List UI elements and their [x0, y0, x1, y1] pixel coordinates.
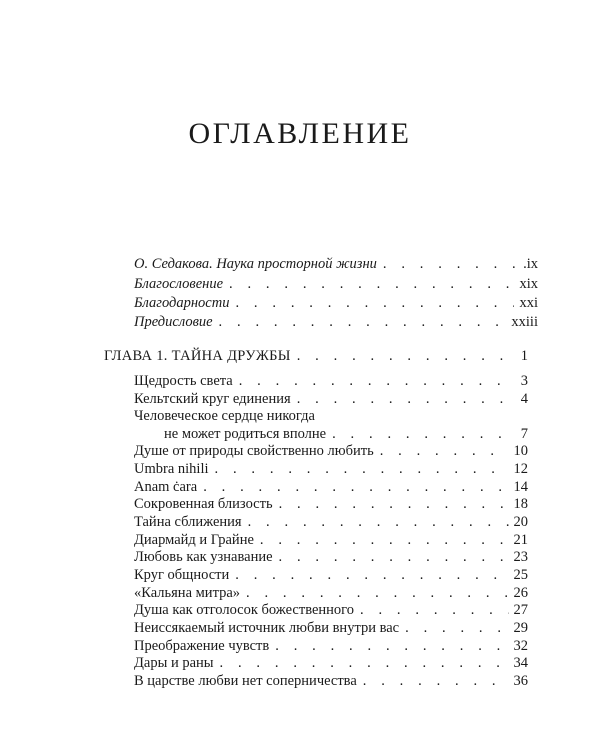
leader-dots	[275, 637, 508, 655]
leader-dots	[297, 347, 516, 365]
toc-entry-label: Неиссякаемый источник любви внутри вас	[134, 620, 400, 636]
toc-entry-page: 4	[520, 391, 528, 407]
toc-entry-front-1[interactable]	[134, 255, 538, 273]
toc-entry-label: Круг общности	[134, 567, 230, 583]
toc-entry-page: 21	[513, 532, 528, 548]
toc-entry-chapter-1[interactable]	[104, 347, 528, 365]
leader-dots	[220, 654, 509, 672]
toc-entry-page: 14	[513, 479, 528, 495]
leader-dots	[203, 478, 508, 496]
leader-dots	[279, 548, 509, 566]
toc-entry-page: 1	[520, 348, 528, 364]
toc-entry-front-2[interactable]	[134, 275, 538, 293]
leader-dots	[260, 531, 509, 549]
toc-entry-label: Предисловие	[134, 314, 213, 330]
toc-entry-section[interactable]	[134, 654, 528, 672]
toc-entry-page: .ix	[523, 256, 538, 272]
toc-entry-page: 23	[513, 549, 528, 565]
toc-entry-page: 20	[513, 514, 528, 530]
toc-entry-section[interactable]	[134, 548, 528, 566]
leader-dots	[332, 425, 516, 443]
leader-dots	[380, 442, 509, 460]
toc-entry-label: Anam ċara	[134, 479, 198, 495]
toc-entry-page: 26	[513, 585, 528, 601]
toc-entry-section[interactable]	[164, 425, 528, 443]
leader-dots	[405, 619, 508, 637]
leader-dots	[239, 372, 516, 390]
toc-entry-label: Благодарности	[134, 295, 230, 311]
toc-entry-section[interactable]	[134, 478, 528, 496]
toc-entry-section[interactable]	[134, 637, 528, 655]
toc-entry-page: xxi	[519, 295, 538, 311]
leader-dots	[360, 601, 508, 619]
toc-entry-page: xxiii	[511, 314, 538, 330]
leader-dots	[297, 390, 516, 408]
toc-entry-page: 25	[513, 567, 528, 583]
leader-dots	[248, 513, 509, 531]
toc-entry-section[interactable]	[134, 531, 528, 549]
toc-entry-label: В царстве любви нет соперничества	[134, 673, 357, 689]
toc-entry-label: Диармайд и Грайне	[134, 532, 254, 548]
toc-entry-page: 18	[513, 496, 528, 512]
toc-entry-label: Благословение	[134, 276, 224, 292]
toc-entry-section[interactable]	[134, 495, 528, 513]
toc-entry-label: Сокровенная близость	[134, 496, 273, 512]
toc-entry-section[interactable]	[134, 372, 528, 390]
leader-dots	[229, 275, 514, 293]
page-title: ОГЛАВЛЕНИЕ	[188, 117, 412, 150]
toc-entry-label: Дары и раны	[134, 655, 214, 671]
toc-entry-page: xix	[519, 276, 538, 292]
toc-entry-label: Тайна сближения	[134, 514, 242, 530]
toc-entry-page: 36	[513, 673, 528, 689]
toc-entry-section[interactable]	[134, 460, 528, 478]
toc-entry-page: 7	[520, 426, 528, 442]
toc-entry-label: Преображение чувств	[134, 638, 270, 654]
leader-dots	[363, 672, 509, 690]
leader-dots	[215, 460, 509, 478]
toc-entry-label: Щедрость света	[134, 373, 233, 389]
toc-entry-label: О. Седакова. Наука просторной жизни	[134, 256, 377, 272]
toc-entry-front-3[interactable]	[134, 294, 538, 312]
toc-entry-page: 34	[513, 655, 528, 671]
toc-entry-page: 29	[513, 620, 528, 636]
toc-entry-section[interactable]	[134, 513, 528, 531]
toc-entry-label-line-1[interactable]: Человеческое сердце никогда	[134, 408, 315, 424]
toc-entry-page: 10	[513, 443, 528, 459]
toc-entry-label: Душе от природы свойственно любить	[134, 443, 374, 459]
toc-entry-page: 32	[513, 638, 528, 654]
chapter-title: ГЛАВА 1. ТАЙНА ДРУЖБЫ	[104, 348, 291, 364]
toc-entry-section[interactable]	[134, 584, 528, 602]
leader-dots	[246, 584, 508, 602]
toc-entry-label: «Кальяна митра»	[134, 585, 241, 601]
toc-entry-page: 3	[520, 373, 528, 389]
leader-dots	[219, 313, 507, 331]
toc-entry-front-4[interactable]	[134, 313, 538, 331]
toc-entry-section[interactable]	[134, 672, 528, 690]
toc-entry-section[interactable]	[134, 619, 528, 637]
leader-dots	[235, 294, 514, 312]
toc-entry-label-line-2: не может родиться вполне	[164, 426, 327, 442]
leader-dots	[235, 566, 508, 584]
toc-entry-section[interactable]	[134, 566, 528, 584]
leader-dots	[279, 495, 509, 513]
toc-entry-section[interactable]	[134, 390, 528, 408]
leader-dots	[383, 255, 518, 273]
toc-entry-label: Душа как отголосок божественного	[134, 602, 355, 618]
toc-entry-page: 27	[513, 602, 528, 618]
toc-entry-section[interactable]	[134, 601, 528, 619]
toc-entry-page: 12	[513, 461, 528, 477]
toc-entry-label: Кельтский круг единения	[134, 391, 291, 407]
toc-entry-label: Любовь как узнавание	[134, 549, 273, 565]
toc-entry-section[interactable]	[134, 442, 528, 460]
toc-entry-label: Umbra nihili	[134, 461, 209, 477]
